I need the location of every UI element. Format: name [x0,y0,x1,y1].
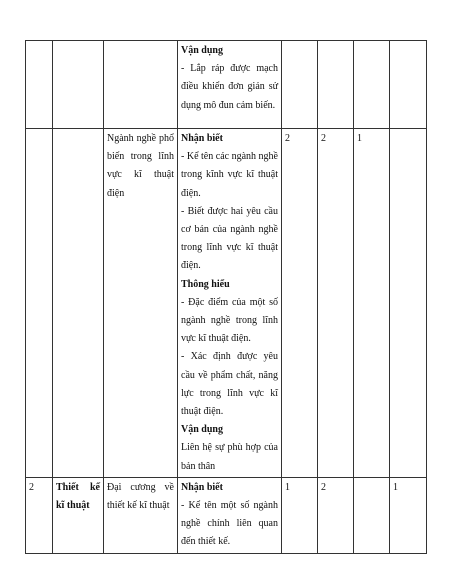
table-row [26,41,427,129]
unit-cell: Đại cương về thiết kế kĩ thuật [104,477,178,553]
requirement-item: - Kể tên các ngành nghề trong kĩnh vực kĩ thuật điện. [181,151,278,199]
content-table [25,40,427,554]
requirement-cell [178,129,282,478]
count-cell: 2 [318,129,354,478]
table-row [26,129,427,478]
requirement-item: - Xác định được yêu cầu về phẩm chất, năng lực trong lĩnh vực kĩ thuật điện. [181,351,278,418]
section-title: Nhận biết [181,133,223,144]
chapter-cell [53,129,104,478]
requirement-item: Liên hệ sự phù hợp của bản thân [181,442,278,472]
unit-cell: Ngành nghề phổ biến trong lĩnh vực kĩ thuật điện [104,129,178,478]
count-cell [318,41,354,129]
count-cell [282,41,318,129]
table-row [26,477,427,553]
count-cell: 1 [354,129,390,478]
count-cell: 2 [282,129,318,478]
requirement-item: - Biết được hai yêu cầu cơ bản của ngành nghề trong lĩnh vực kĩ thuật điện. [181,205,278,272]
count-cell [390,41,427,129]
stt-cell [26,129,53,478]
section-title: Vận dụng [181,45,223,56]
count-cell: 2 [318,477,354,553]
stt-cell [26,41,53,129]
stt-cell: 2 [26,477,53,553]
chapter-cell: Thiết kế kĩ thuật [53,477,104,553]
count-cell: 1 [282,477,318,553]
count-cell [354,477,390,553]
unit-cell [104,41,178,129]
section-title: Thông hiểu [181,278,230,290]
count-cell: 1 [390,477,427,553]
requirement-item: - Kể tên một số ngành nghề chính liên quan đến thiết kế. [181,500,278,548]
section-title: Vận dụng [181,424,223,436]
requirement-item: - Lắp ráp được mạch điều khiển đơn giản sử dụng mô đun cảm biến. [181,63,278,111]
chapter-cell [53,41,104,129]
count-cell [354,41,390,129]
requirement-item: - Đặc điểm của một số ngành nghề trong lĩnh vực kĩ thuật điện. [181,296,278,345]
requirement-cell [178,41,282,129]
requirement-cell [178,477,282,553]
count-cell [390,129,427,478]
section-title: Nhận biết [181,481,223,493]
